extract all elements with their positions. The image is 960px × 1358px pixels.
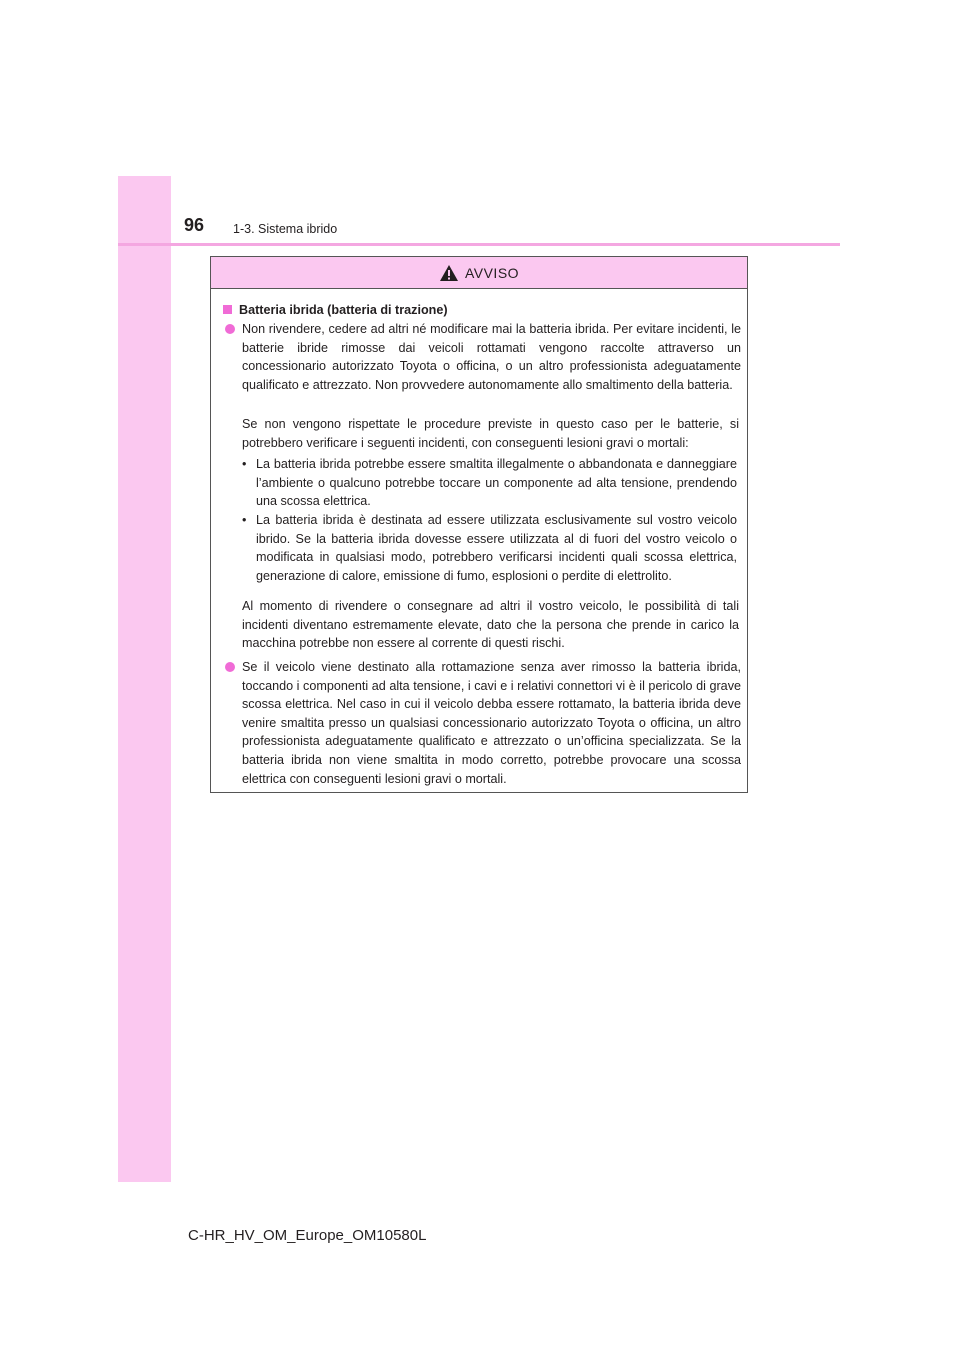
page-number: 96	[184, 215, 205, 235]
circle-bullet-icon	[225, 662, 235, 672]
circle-bullet-icon	[225, 324, 235, 334]
header-rule	[118, 243, 840, 246]
item-text: Non rivendere, cedere ad altri né modificare mai la batteria ibrida. Per evitare incidenti, le batterie ibride rimosse dai veicoli rottamati vengono raccolte attraverso un concessionario autorizzato Toyota o officina, o un altro professionista adeguatamente qualificato e attrezzato. Non provvedere autonomamente allo smaltimento della batteria.	[242, 322, 741, 392]
dot-bullet-icon: •	[242, 457, 247, 471]
warning-paragraph-resale-risk: Al momento di rivendere o consegnare ad altri il vostro veicolo, le possibilità di tali incidenti diventano estremamente elevate, dato che la persona che prende in carico la macchina potrebbe non essere al corrente di questi rischi.	[242, 599, 739, 651]
bullet-item-illegal-disposal	[242, 455, 737, 511]
square-bullet-icon	[223, 305, 232, 314]
side-color-band	[118, 176, 171, 1182]
warning-box	[210, 256, 748, 793]
warning-title: AVVISO	[464, 264, 520, 281]
warning-paragraph-procedures: Se non vengono rispettate le procedure previste in questo caso per le batterie, si potrebbero verificare i seguenti incidenti, con conseguenti lesioni gravi o mortali:	[242, 417, 739, 450]
warning-item-scrapping	[225, 658, 741, 788]
section-title: 1-3. Sistema ibrido	[233, 222, 338, 236]
warning-item-resale	[225, 320, 741, 394]
dot-bullet-icon: •	[242, 513, 247, 527]
document-code: C-HR_HV_OM_Europe_OM10580L	[188, 1227, 427, 1244]
bullet-text: La batteria ibrida è destinata ad essere utilizzata esclusivamente sul vostro veicolo ibrido. Se la batteria ibrida dovesse essere utilizzata al di fuori del vostro veicolo o modificata in qualsiasi modo, potrebbero verificarsi incidenti quali scossa elettrica, generazione di calore, emissione di fumo, esplosioni o perdite di elettrolito.	[256, 513, 737, 583]
warning-header	[211, 257, 747, 289]
subheading-text: Batteria ibrida (batteria di trazione)	[239, 303, 448, 317]
warning-triangle-icon	[439, 264, 459, 282]
warning-subheading	[223, 301, 448, 320]
bullet-text: La batteria ibrida potrebbe essere smaltita illegalmente o abbandonata e danneggiare l’ambiente o qualcuno potrebbe toccare un componente ad alta tensione, prendendo una scossa elettrica.	[256, 457, 737, 509]
item-text: Se il veicolo viene destinato alla rottamazione senza aver rimosso la batteria ibrida, toccando i componenti ad alta tensione, i cavi e i relativi connettori vi è il pericolo di grave scossa elettrica. Nel caso in cui il veicolo debba essere rottamato, la batteria ibrida deve venire smaltita presso un qualsiasi concessionario autorizzato Toyota o officina, un altro professionista adeguatamente qualificato e attrezzato o un’officina specializzata. Se la batteria ibrida non viene smaltita in modo corretto, potrebbe provocare una scossa elettrica con conseguenti lesioni gravi o mortali.	[242, 660, 741, 786]
bullet-item-exclusive-use	[242, 511, 737, 585]
